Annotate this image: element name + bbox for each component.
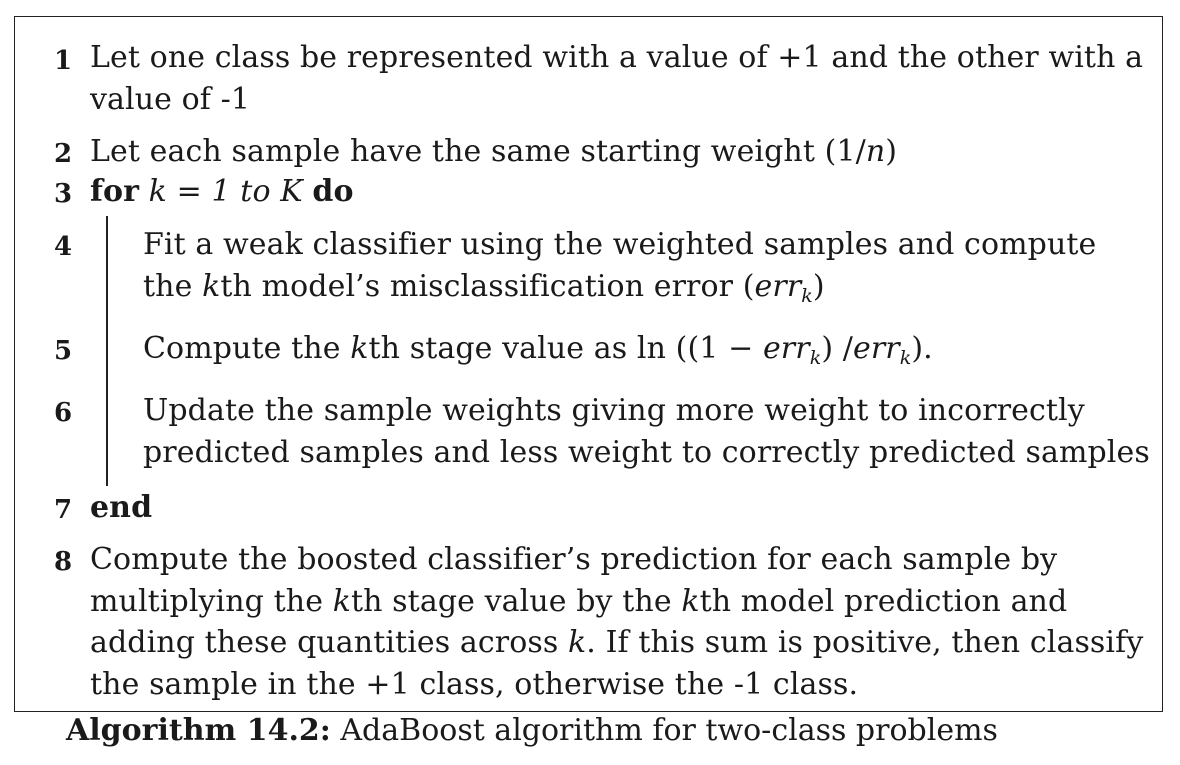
- step-number: 2: [54, 139, 73, 169]
- step-7-end: end: [90, 490, 153, 525]
- step-6-line-1: Update the sample weights giving more weight to incorrectly: [143, 393, 1085, 428]
- step-4-line-2: the kth model’s misclassification error (err$_k$): [143, 269, 825, 307]
- caption-label: Algorithm 14.2:: [66, 713, 331, 748]
- step-1-line-2: value of -1: [90, 82, 251, 117]
- step-number: 1: [54, 46, 73, 76]
- algorithm-caption: [66, 710, 998, 752]
- step-number: 7: [54, 495, 73, 525]
- step-8-line-4: the sample in the +1 class, otherwise the -1 class.: [90, 667, 859, 702]
- loop-body-rule: [106, 216, 108, 486]
- step-4-line-1: Fit a weak classifier using the weighted samples and compute: [143, 227, 1097, 262]
- step-6-line-2: predicted samples and less weight to correctly predicted samples: [143, 435, 1150, 470]
- step-1-line-1: Let one class be represented with a value of +1 and the other with a: [90, 40, 1144, 75]
- step-2-line: Let each sample have the same starting weight (1/n): [90, 134, 898, 169]
- step-8-line-1: Compute the boosted classifier’s prediction for each sample by: [90, 542, 1058, 577]
- step-8-line-3: adding these quantities across k. If this sum is positive, then classify: [90, 625, 1144, 660]
- step-5-line: Compute the kth stage value as ln ((1 − err$_k$) /err$_k$).: [143, 331, 933, 369]
- step-3-loop-header: for k = 1 to K do: [90, 174, 354, 209]
- caption-text: AdaBoost algorithm for two-class problems: [330, 713, 998, 748]
- step-number: 8: [54, 547, 73, 577]
- step-number: 5: [54, 336, 73, 366]
- step-number: 6: [54, 398, 73, 428]
- step-number: 3: [54, 179, 73, 209]
- step-number: 4: [54, 232, 73, 262]
- step-8-line-2: multiplying the kth stage value by the kth model prediction and: [90, 584, 1068, 619]
